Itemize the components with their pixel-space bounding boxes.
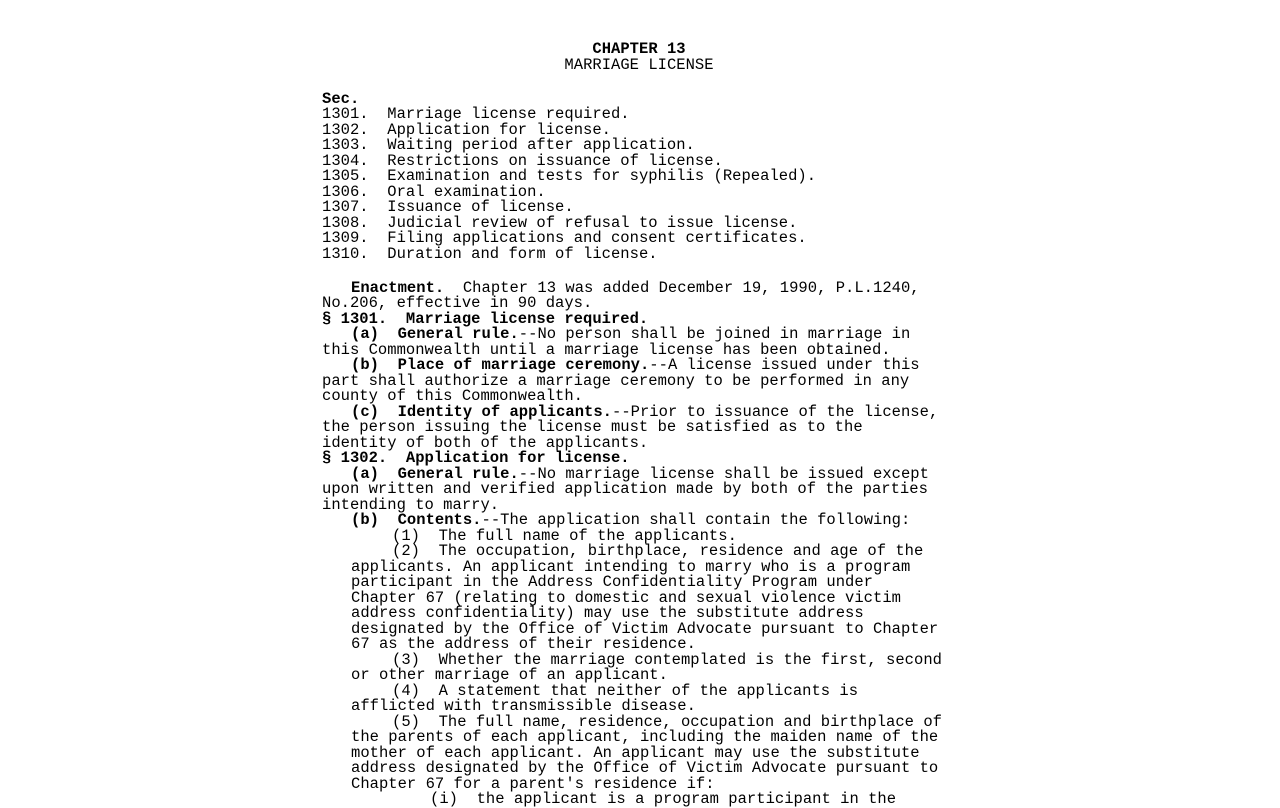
subsection-text: --No marriage license shall be issued except (518, 464, 929, 483)
section-1302-heading: § 1302. Application for license. (322, 449, 630, 467)
paragraph-text: participant in the Address Confidentiality Program under (351, 573, 874, 591)
toc-item-number: 1301. (322, 105, 369, 123)
paragraph-text: or other marriage of an applicant. (351, 666, 668, 684)
toc-item-number: 1306. (322, 182, 369, 201)
chapter-number: CHAPTER 13 (592, 40, 686, 58)
subsection-text: upon written and verified application made by both of the parties (322, 480, 928, 498)
subsection-text: intending to marry. (322, 495, 500, 514)
toc-item-label: Oral examination. (387, 182, 546, 201)
subsection-text: --A license issued under this (649, 356, 920, 374)
paragraph-text: 67 as the address of their residence. (351, 635, 696, 653)
toc-item-number: 1309. (322, 229, 369, 247)
toc-item-label: Issuance of license. (387, 198, 574, 216)
paragraph-text: applicants. An applicant intending to marry who is a program (351, 557, 911, 576)
paragraph-text: the parents of each applicant, including the maiden name of the (351, 728, 939, 746)
subsection-text: --Prior to issuance of the license, (612, 402, 939, 421)
paragraph-text: mother of each applicant. An applicant may use the substitute (351, 743, 920, 762)
subsection-label: (c) Identity of applicants. (351, 402, 613, 421)
paragraph-text: Chapter 67 (relating to domestic and sexual violence victim (351, 588, 901, 607)
toc-item-number: 1302. (322, 120, 369, 139)
paragraph-1: (1) The full name of the applicants. (392, 526, 737, 545)
subsection-text: county of this Commonwealth. (322, 387, 584, 405)
subsection-text: this Commonwealth until a marriage license has been obtained. (322, 340, 891, 359)
toc-list (322, 107, 982, 262)
enactment-text-continued: No.206, effective in 90 days. (322, 294, 593, 312)
subparagraph-i: (i) the applicant is a program participant in the (430, 790, 897, 808)
subsection-label: (a) General rule. (351, 325, 519, 343)
paragraph-text: Chapter 67 for a parent's residence if: (351, 774, 715, 793)
subsection-text: --The application shall contain the following: (481, 511, 911, 529)
paragraph-3: (3) Whether the marriage contemplated is the first, second (392, 650, 942, 669)
paragraph-4: (4) A statement that neither of the applicants is (392, 681, 859, 700)
subsection-text: the person issuing the license must be satisfied as to the (322, 418, 863, 436)
chapter-title: MARRIAGE LICENSE (564, 55, 714, 74)
toc-item-number: 1310. (322, 244, 369, 263)
toc-item-number: 1308. (322, 213, 369, 232)
toc-item-label: Judicial review of refusal to issue license. (387, 213, 798, 232)
paragraph-text: designated by the Office of Victim Advocate pursuant to Chapter (351, 619, 939, 638)
toc-item-number: 1303. (322, 136, 369, 154)
paragraph-text: address confidentiality) may use the substitute address (351, 604, 864, 622)
subsection-text: identity of both of the applicants. (322, 433, 649, 452)
paragraph-text: afflicted with transmissible disease. (351, 697, 696, 715)
toc-item-number: 1304. (322, 151, 369, 170)
subsection-label: (a) General rule. (351, 464, 519, 483)
toc-item (322, 244, 982, 263)
toc-item-label: Marriage license required. (387, 105, 630, 123)
paragraph-text: address designated by the Office of Victim Advocate pursuant to (351, 759, 939, 777)
paragraph-2: (2) The occupation, birthplace, residence and age of the (392, 542, 924, 560)
toc-item-label: Filing applications and consent certificates. (387, 229, 807, 247)
toc-item-number: 1307. (322, 198, 369, 216)
toc-item-label: Restrictions on issuance of license. (387, 151, 723, 170)
toc-item-number: 1305. (322, 167, 369, 185)
subsection-text: part shall authorize a marriage ceremony to be performed in any (322, 371, 910, 390)
toc-item-label: Examination and tests for syphilis (Repealed). (387, 167, 817, 185)
paragraph-5: (5) The full name, residence, occupation and birthplace of (392, 712, 942, 731)
enactment-label: Enactment. (351, 278, 445, 297)
toc-item-label: Duration and form of license. (387, 244, 658, 263)
subsection-text: --No person shall be joined in marriage in (518, 325, 911, 343)
section-1301-heading: § 1301. Marriage license required. (322, 309, 649, 328)
toc-item-label: Application for license. (387, 120, 611, 139)
toc-heading: Sec. (322, 89, 360, 108)
subsection-label: (b) Contents. (351, 511, 482, 529)
enactment-text: Chapter 13 was added December 19, 1990, P.L.1240, (444, 278, 920, 297)
toc-item-label: Waiting period after application. (387, 136, 695, 154)
document-page (322, 42, 982, 808)
subsection-label: (b) Place of marriage ceremony. (351, 356, 650, 374)
